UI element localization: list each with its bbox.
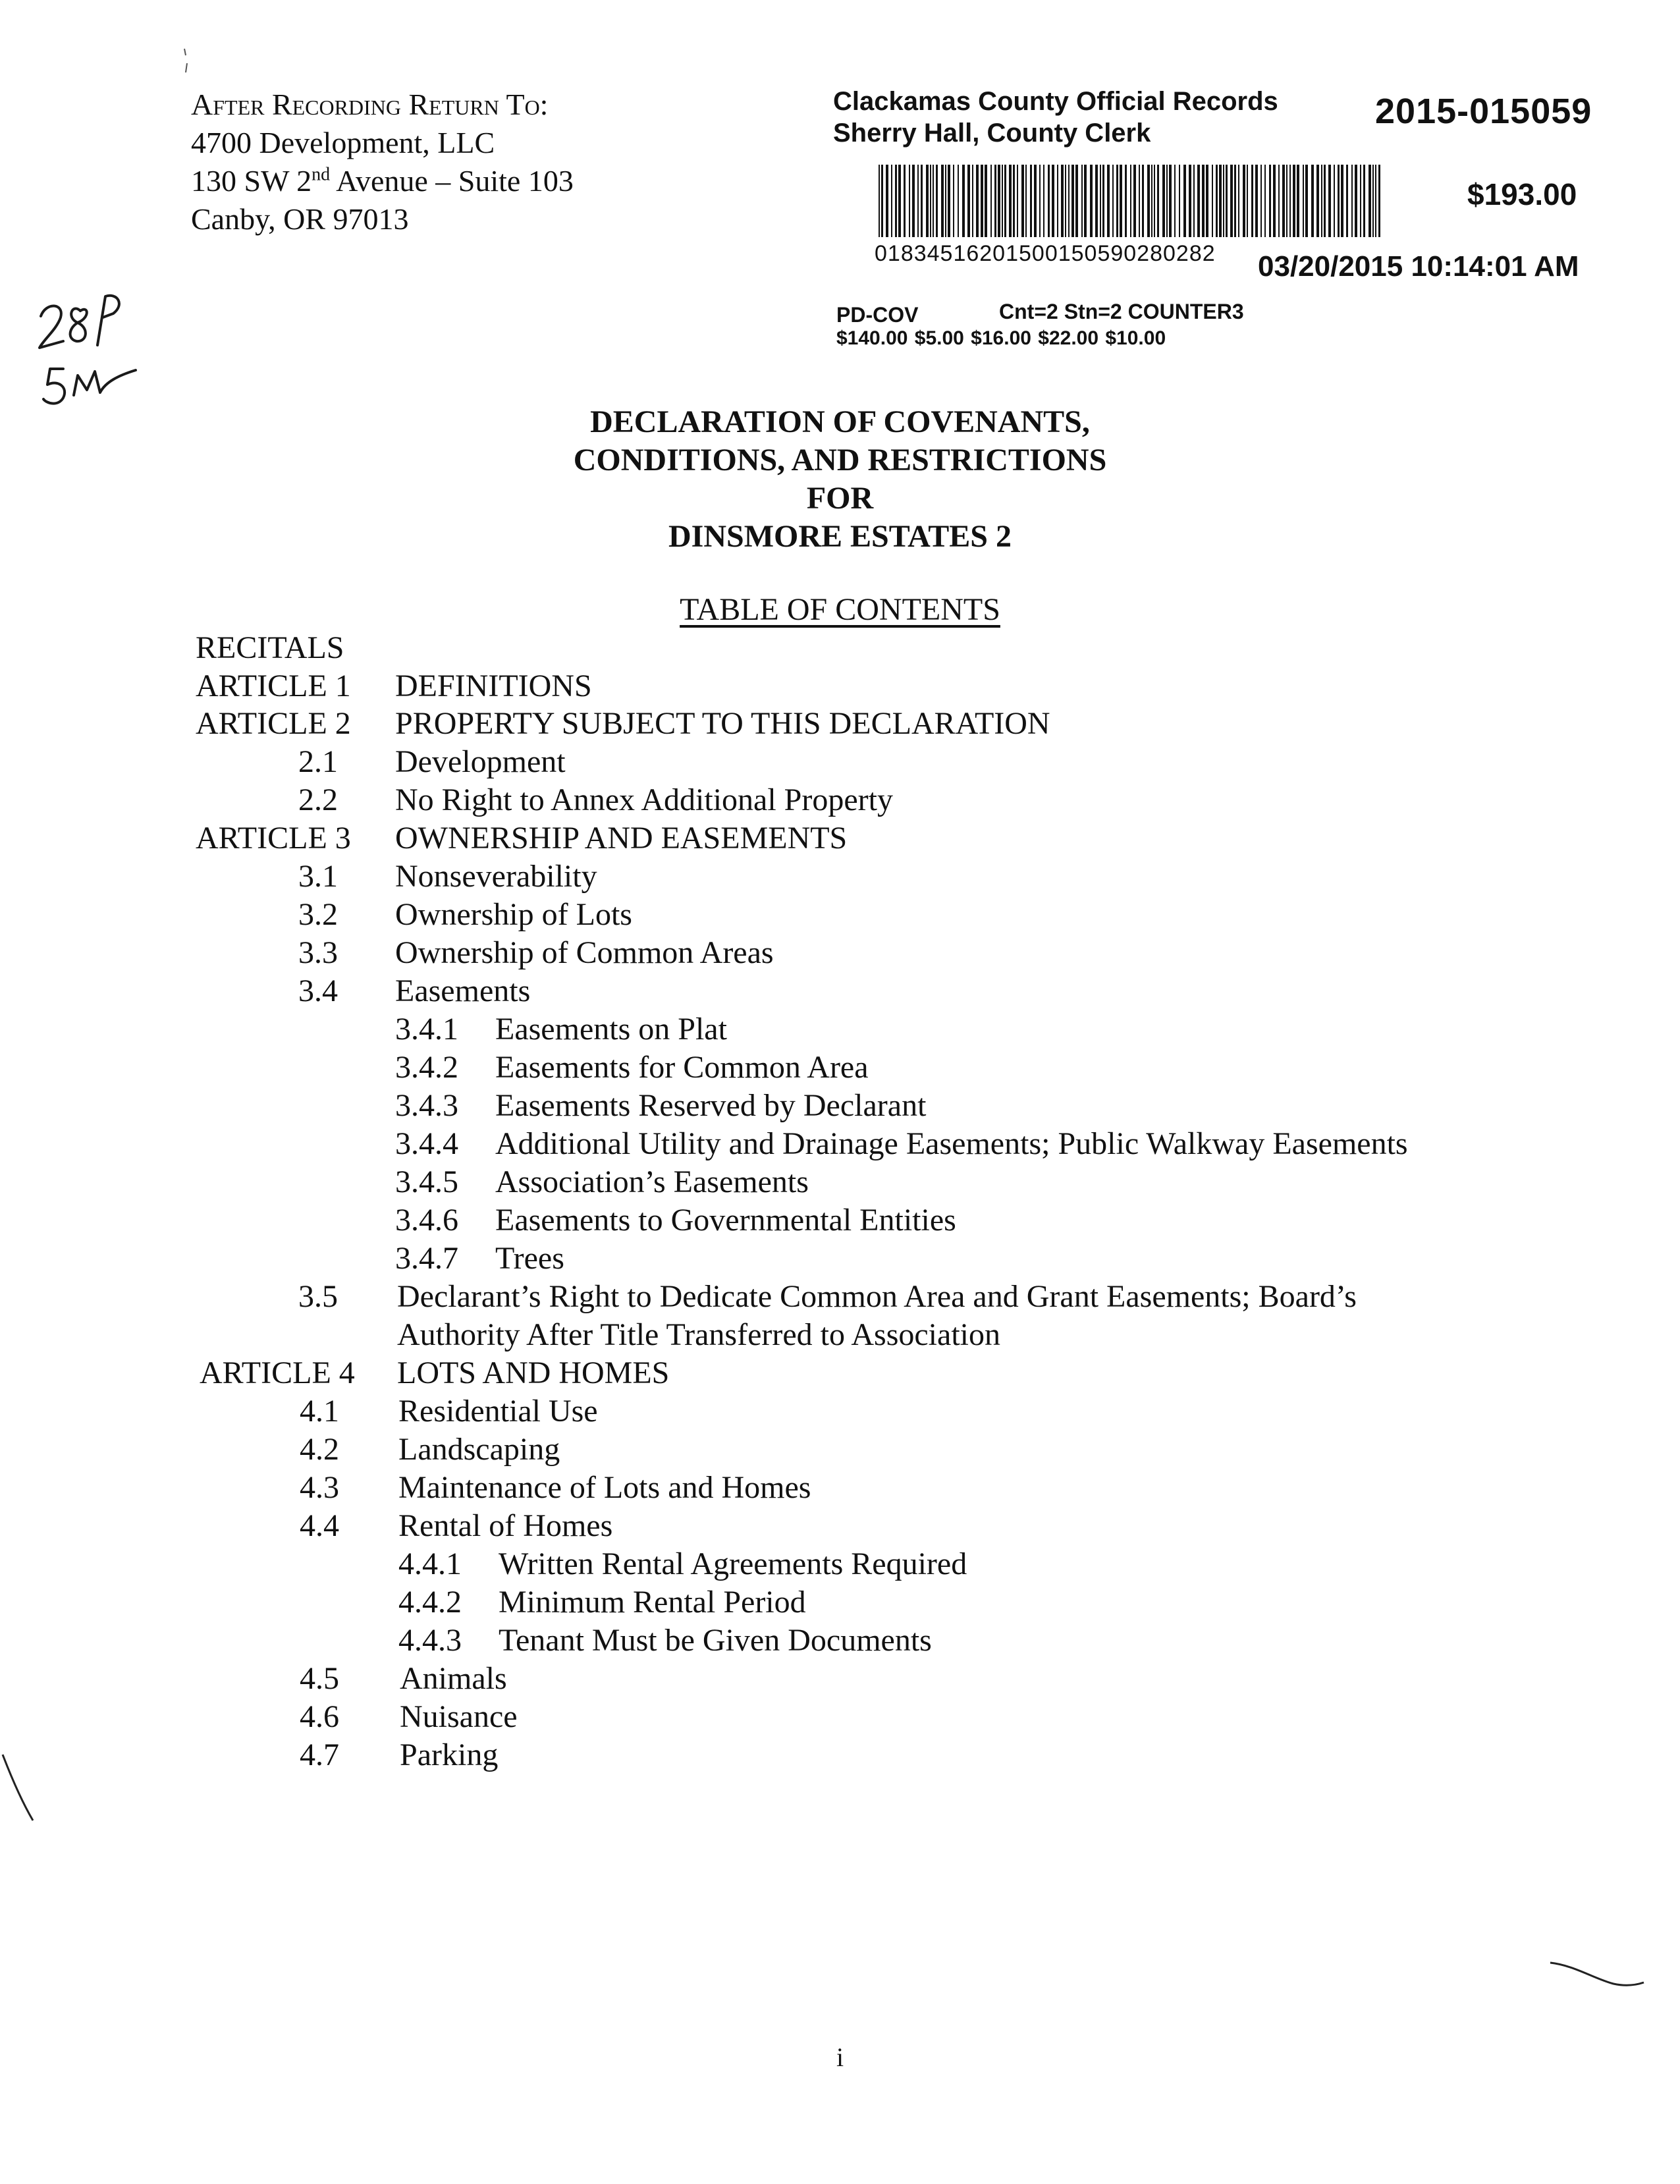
return-address-city: Canby, OR 97013 [191,202,409,236]
barcode-bar [945,165,946,237]
title-line: DECLARATION OF COVENANTS, [590,404,1090,439]
toc-article-title: LOTS AND HOMES [397,1355,670,1390]
barcode-bar [1183,165,1186,237]
barcode-bar [1120,165,1122,237]
barcode-bar [1166,165,1168,237]
barcode-bar [1289,165,1291,237]
fee-breakdown: $140.00 $5.00 $16.00 $22.00 $10.00 [836,327,1166,349]
barcode-bar [936,165,938,237]
toc-subsection-number: 3.4.4 [395,1126,458,1161]
barcode-bar [891,165,892,237]
barcode-bar [1179,165,1180,237]
toc-subsection-number: 3.4.2 [395,1050,458,1085]
barcode-bar [967,165,970,237]
toc-section-title: No Right to Annex Additional Property [395,782,893,817]
toc-heading: TABLE OF CONTENTS [680,592,1000,627]
street-rest: Avenue – Suite 103 [330,164,574,198]
barcode-bar [1197,165,1200,237]
recording-amount: $193.00 [1467,177,1577,211]
recording-datetime: 03/20/2015 10:14:01 AM [1258,250,1579,283]
toc-subsection-number: 3.4.3 [395,1088,458,1123]
document-number: 2015-015059 [1375,92,1592,131]
toc-section-title-continued: Authority After Title Transferred to Association [397,1317,1000,1352]
handwritten-note [26,277,145,422]
barcode-bar [912,165,915,237]
toc-section-title: Development [395,744,566,779]
toc-section-number: 4.4 [300,1508,339,1543]
barcode-bar [998,165,1000,237]
barcode-bar [1346,165,1348,237]
barcode-bar [1075,165,1078,237]
barcode-bar [917,165,919,237]
toc-section-title: Easements [395,973,531,1008]
toc-subsection-title: Additional Utility and Drainage Easements; Public Walkway Easements [495,1126,1408,1161]
return-address-street [191,162,574,200]
barcode-bar [926,165,929,237]
barcode-bar [1013,165,1015,237]
barcode-bar [1378,165,1380,237]
barcode-bar [976,165,979,237]
barcode-bar [981,165,983,237]
barcode-bar [1130,165,1131,237]
toc-section-title: Nuisance [400,1699,518,1734]
barcode-bar [1162,165,1165,237]
barcode-bar [1247,165,1248,237]
scan-mark [182,47,191,74]
barcode-bar [1084,165,1087,237]
barcode-bar [1025,165,1027,237]
barcode-bar [1286,165,1287,237]
barcode-bar [1002,165,1003,237]
toc-article-number: ARTICLE 2 [196,706,351,741]
barcode-bar [1139,165,1140,237]
barcode-bar [1234,165,1236,237]
barcode-bar [1223,165,1224,237]
barcode-bar [1219,165,1222,237]
toc-subsection-title: Easements to Governmental Entities [495,1203,956,1238]
barcode-bar [1100,165,1101,237]
page-number: i [836,2042,844,2072]
toc-subsection-title: Minimum Rental Period [499,1585,806,1620]
barcode-bar [1368,165,1371,237]
barcode-bar [1133,165,1136,237]
barcode-bar [1057,165,1058,237]
document-title [0,403,1680,556]
barcode-bar [1328,165,1331,237]
barcode-bar [1260,165,1262,237]
toc-subsection-title: Trees [495,1241,564,1276]
return-address [191,86,574,238]
barcode-bar [1189,165,1191,237]
barcode-bar [1355,165,1357,237]
barcode-bar [1273,165,1276,237]
barcode-bar [1206,165,1208,237]
barcode-bar [1017,165,1018,237]
barcode-bar [994,165,996,237]
barcode-bar [1341,165,1343,237]
barcode-number: 01834516201500150590280282 [875,241,1216,266]
toc-section-title: Ownership of Lots [395,897,632,932]
toc-section-number: 4.5 [300,1661,339,1696]
toc-subsection-number: 3.4.6 [395,1203,458,1238]
toc-section-title: Nonseverability [395,859,597,894]
barcode-bar [1305,165,1308,237]
barcode-bar [1174,165,1176,237]
toc-subsection-number: 3.4.5 [395,1164,458,1199]
barcode-bar [1095,165,1098,237]
barcode-bar [1282,165,1285,237]
barcode-bar [1004,165,1006,237]
barcode-bar [1321,165,1322,237]
barcode-bar [921,165,923,237]
toc-subsection-number: 4.4.3 [398,1623,462,1658]
barcode-bar [1154,165,1155,237]
barcode-bar [985,165,987,237]
barcode-bar [1030,165,1032,237]
barcode-bar [1112,165,1114,237]
barcode-bar [933,165,934,237]
barcode-bar [1316,165,1319,237]
barcode-bar [972,165,973,237]
barcode-bar [962,165,965,237]
barcode-bar [909,165,910,237]
toc-subsection-title: Easements on Plat [495,1012,727,1047]
barcode-bar [1043,165,1044,237]
toc-section-title: Animals [400,1661,507,1696]
barcode-bar [1169,165,1172,237]
barcode-bar [941,165,944,237]
barcode-bar [1202,165,1205,237]
toc-article-title: DEFINITIONS [395,669,592,703]
barcode-bar [1338,165,1340,237]
toc-subsection-number: 4.4.1 [398,1546,462,1581]
barcode-bar [898,165,901,237]
barcode-bar [1238,165,1239,237]
toc-section-number: 4.2 [300,1432,339,1467]
toc-article-title: OWNERSHIP AND EASEMENTS [395,821,848,856]
barcode-bar [886,165,888,237]
toc-section-title: Landscaping [398,1432,560,1467]
barcode-bar [1372,165,1374,237]
title-line: FOR [806,481,874,516]
toc-section-number: 3.1 [298,859,338,894]
barcode-bar [1068,165,1070,237]
barcode-bar [1278,165,1280,237]
scan-mark [1548,1950,1646,1996]
barcode-bar [1230,165,1233,237]
barcode-bar [1142,165,1144,237]
barcode-bar [1125,165,1127,237]
barcode-bar [1264,165,1266,237]
barcode-bar [1297,165,1299,237]
barcode-bar [948,165,950,237]
scan-mark [0,1752,40,1824]
toc-section-number: 4.3 [300,1470,339,1505]
barcode-bar [953,165,954,237]
toc-subsection-title: Easements for Common Area [495,1050,869,1085]
barcode-bar [1009,165,1012,237]
toc-subsection-number: 3.4.1 [395,1012,458,1047]
toc-recitals: RECITALS [196,630,344,665]
barcode-bar [1065,165,1066,237]
barcode-bar [930,165,931,237]
barcode-bar [1334,165,1335,237]
toc-section-number: 2.2 [298,782,338,817]
barcode-bar [1071,165,1074,237]
barcode-bar [990,165,992,237]
recording-office-name: Clackamas County Official Records [833,87,1278,116]
barcode-bar [1251,165,1253,237]
recording-clerk-name: Sherry Hall, County Clerk [833,119,1151,148]
barcode-bar [1193,165,1195,237]
toc-article-number: ARTICLE 4 [200,1355,355,1390]
toc-section-title: Parking [400,1737,499,1772]
return-address-company: 4700 Development, LLC [191,126,495,159]
barcode-bar [1147,165,1150,237]
toc-article-number: ARTICLE 1 [196,669,351,703]
barcode-bar [879,165,880,237]
title-line: CONDITIONS, AND RESTRICTIONS [573,443,1107,478]
barcode-bar [1052,165,1054,237]
document-code: PD-COV [836,303,919,327]
barcode-bar [1324,165,1326,237]
barcode-bar [1090,165,1093,237]
barcode-bar [1363,165,1365,237]
barcode-bar [1243,165,1245,237]
barcode-bar [1269,165,1271,237]
toc-section-number: 2.1 [298,744,338,779]
barcode-bar [1157,165,1159,237]
street-ordinal: nd [312,164,331,185]
barcode-bar [1151,165,1152,237]
barcode-bar [958,165,959,237]
barcode-bar [1116,165,1118,237]
barcode [876,165,1383,237]
toc-section-number: 4.1 [300,1394,339,1429]
barcode-bar [904,165,906,237]
barcode-bar [1293,165,1295,237]
barcode-bar [1375,165,1376,237]
counter-info: Cnt=2 Stn=2 COUNTER3 [999,300,1244,323]
toc-subsection-title: Written Rental Agreements Required [499,1546,967,1581]
toc-section-title: Ownership of Common Areas [395,935,774,970]
barcode-bar [1360,165,1361,237]
toc-subsection-title: Easements Reserved by Declarant [495,1088,927,1123]
toc-subsection-number: 3.4.7 [395,1241,458,1276]
barcode-bar [1081,165,1083,237]
barcode-bar [1061,165,1064,237]
title-line: DINSMORE ESTATES 2 [668,519,1012,554]
barcode-bar [1048,165,1050,237]
toc-section-title: Maintenance of Lots and Homes [398,1470,811,1505]
toc-article-title: PROPERTY SUBJECT TO THIS DECLARATION [395,706,1050,741]
barcode-bar [1034,165,1037,237]
barcode-bar [1226,165,1228,237]
toc-section-number: 3.4 [298,973,338,1008]
barcode-bar [1212,165,1213,237]
toc-section-number: 3.2 [298,897,338,932]
barcode-bar [1102,165,1104,237]
toc-section-title: Declarant’s Right to Dedicate Common Area and Grant Easements; Board’s [397,1279,1357,1314]
recording-office [833,86,1278,149]
barcode-bar [895,165,897,237]
toc-subsection-title: Tenant Must be Given Documents [499,1623,932,1658]
toc-section-number: 3.3 [298,935,338,970]
return-address-heading: After Recording Return To: [191,88,549,121]
barcode-bar [881,165,883,237]
toc-article-number: ARTICLE 3 [196,821,351,856]
toc-section-title: Residential Use [398,1394,598,1429]
barcode-bar [1351,165,1353,237]
toc-subsection-title: Association’s Easements [495,1164,809,1199]
barcode-bar [1216,165,1218,237]
barcode-bar [1107,165,1110,237]
barcode-bar [1039,165,1041,237]
street-number: 130 SW 2 [191,164,312,198]
toc-section-number: 3.5 [298,1279,338,1314]
barcode-bar [1021,165,1024,237]
toc-subsection-number: 4.4.2 [398,1585,462,1620]
toc-section-number: 4.7 [300,1737,339,1772]
barcode-bar [1255,165,1258,237]
toc-section-title: Rental of Homes [398,1508,613,1543]
barcode-bar [1311,165,1314,237]
toc-section-number: 4.6 [300,1699,339,1734]
barcode-bar [1303,165,1304,237]
